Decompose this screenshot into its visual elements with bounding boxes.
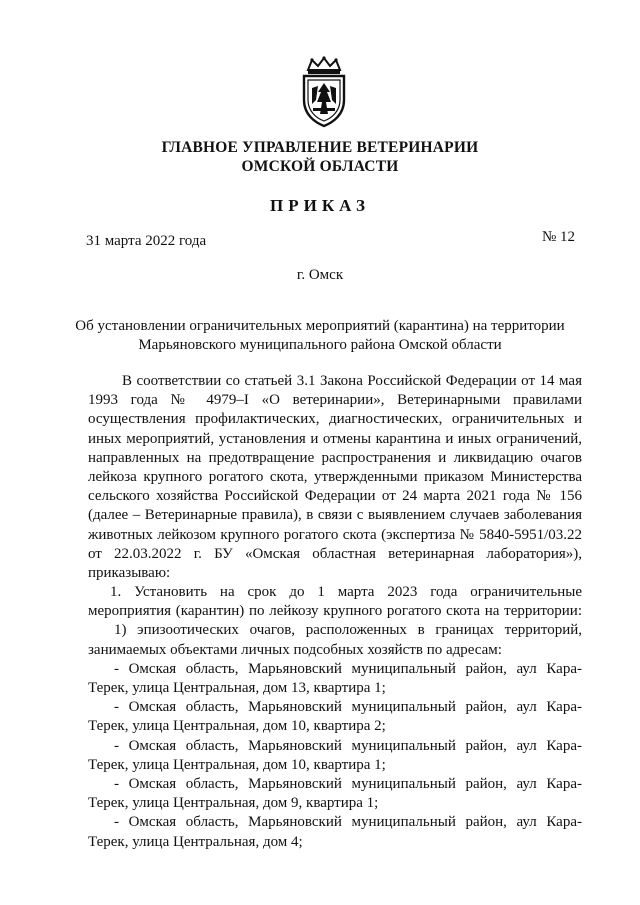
body-line: 1. Установить на срок до 1 марта 2023 года ограничительные bbox=[110, 584, 582, 601]
body-line: - Омская область, Марьяновский муниципальный район, аул Кара- bbox=[114, 814, 582, 831]
body-line: Терек, улица Центральная, дом 4; bbox=[88, 833, 303, 850]
document-place: г. Омск bbox=[296, 267, 344, 283]
document-date: 31 марта 2022 года bbox=[86, 233, 207, 249]
body-line: 1993 года № 4979–I «О ветеринарии», Ветеринарными правилами bbox=[88, 392, 582, 409]
body-line: направленных на предотвращение распространения и ликвидацию очагов bbox=[88, 449, 582, 466]
body-line: - Омская область, Марьяновский муниципальный район, аул Кара- bbox=[114, 737, 582, 754]
body-line: иных мероприятий, установления и отмены карантина и иных ограничений, bbox=[88, 430, 582, 447]
coat-of-arms-icon bbox=[294, 56, 354, 128]
body-line: Терек, улица Центральная, дом 10, квартира 2; bbox=[88, 718, 386, 735]
body-line: лейкоза крупного рогатого скота, утвержденными приказом Министерства bbox=[88, 468, 582, 485]
body-line: 1) эпизоотических очагов, расположенных в границах территорий, bbox=[114, 622, 582, 639]
body-line: приказываю: bbox=[88, 564, 171, 581]
organization-name-line2: ОМСКОЙ ОБЛАСТИ bbox=[241, 158, 399, 175]
body-line: - Омская область, Марьяновский муниципальный район, аул Кара- bbox=[114, 660, 582, 677]
document-type-title: ПРИКАЗ bbox=[270, 196, 370, 215]
document-number: № 12 bbox=[542, 229, 576, 245]
body-line: - Омская область, Марьяновский муниципальный район, аул Кара- bbox=[114, 775, 582, 792]
body-line: Терек, улица Центральная, дом 9, квартира 1; bbox=[88, 795, 379, 812]
body-line: - Омская область, Марьяновский муниципальный район, аул Кара- bbox=[114, 699, 582, 716]
body-line: (далее – Ветеринарные правила), в связи с выявлением случаев заболевания bbox=[88, 507, 582, 524]
organization-name-line1: ГЛАВНОЕ УПРАВЛЕНИЕ ВЕТЕРИНАРИИ bbox=[161, 139, 479, 156]
document-body bbox=[88, 372, 582, 852]
body-line: Терек, улица Центральная, дом 10, квартира 1; bbox=[88, 756, 386, 773]
body-line: сельского хозяйства Российской Федерации от 24 марта 2021 года № 156 bbox=[88, 488, 582, 505]
body-line: Терек, улица Центральная, дом 13, квартира 1; bbox=[88, 680, 386, 696]
body-line: от 22.03.2022 г. БУ «Омская областная ветеринарная лаборатория»), bbox=[88, 545, 582, 562]
body-line: В соответствии со статьей 3.1 Закона Российской Федерации от 14 мая bbox=[122, 373, 582, 389]
subject-line1: Об установлении ограничительных мероприятий (карантина) на территории bbox=[75, 318, 565, 334]
body-line: мероприятия (карантин) по лейкозу крупного рогатого скота на территории: bbox=[88, 603, 582, 620]
body-line: животных лейкозом крупного рогатого скота (экспертиза № 5840-5951/03.22 bbox=[88, 526, 582, 543]
body-line: осуществления профилактических, диагностических, ограничительных и bbox=[88, 411, 582, 428]
body-line: занимаемых объектами личных подсобных хозяйств по адресам: bbox=[88, 641, 502, 658]
subject-line2: Марьяновского муниципального района Омской области bbox=[138, 337, 502, 353]
